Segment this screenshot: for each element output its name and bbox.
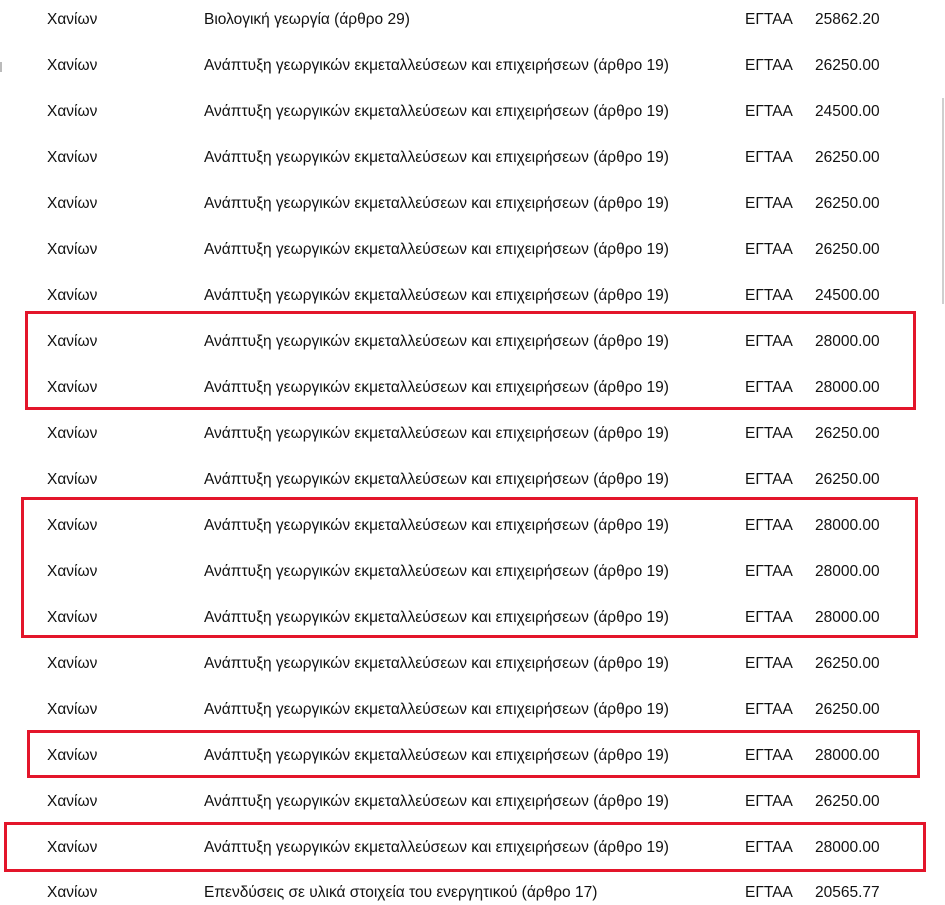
fund-cell: ΕΓΤΑΑ [745, 195, 793, 212]
region-cell: Χανίων [47, 471, 98, 488]
fund-cell: ΕΓΤΑΑ [745, 241, 793, 258]
measure-cell: Ανάπτυξη γεωργικών εκμεταλλεύσεων και επιχειρήσεων (άρθρο 19) [204, 655, 669, 672]
fund-cell: ΕΓΤΑΑ [745, 471, 793, 488]
region-cell: Χανίων [47, 57, 98, 74]
measure-cell: Ανάπτυξη γεωργικών εκμεταλλεύσεων και επιχειρήσεων (άρθρο 19) [204, 425, 669, 442]
region-cell: Χανίων [47, 425, 98, 442]
table-row [0, 652, 945, 676]
region-cell: Χανίων [47, 884, 98, 901]
measure-cell: Ανάπτυξη γεωργικών εκμεταλλεύσεων και επιχειρήσεων (άρθρο 19) [204, 379, 669, 396]
measure-cell: Ανάπτυξη γεωργικών εκμεταλλεύσεων και επιχειρήσεων (άρθρο 19) [204, 701, 669, 718]
region-cell: Χανίων [47, 563, 98, 580]
amount-cell: 26250.00 [815, 793, 880, 810]
fund-cell: ΕΓΤΑΑ [745, 379, 793, 396]
amount-cell: 28000.00 [815, 517, 880, 534]
amount-cell: 26250.00 [815, 471, 880, 488]
amount-cell: 26250.00 [815, 57, 880, 74]
amount-cell: 28000.00 [815, 839, 880, 856]
amount-cell: 28000.00 [815, 609, 880, 626]
amount-cell: 26250.00 [815, 655, 880, 672]
table-row [0, 100, 945, 124]
table-row [0, 8, 945, 32]
measure-cell: Ανάπτυξη γεωργικών εκμεταλλεύσεων και επιχειρήσεων (άρθρο 19) [204, 241, 669, 258]
table-row [0, 881, 945, 905]
fund-cell: ΕΓΤΑΑ [745, 747, 793, 764]
region-cell: Χανίων [47, 609, 98, 626]
measure-cell: Ανάπτυξη γεωργικών εκμεταλλεύσεων και επιχειρήσεων (άρθρο 19) [204, 747, 669, 764]
fund-cell: ΕΓΤΑΑ [745, 103, 793, 120]
measure-cell: Ανάπτυξη γεωργικών εκμεταλλεύσεων και επιχειρήσεων (άρθρο 19) [204, 563, 669, 580]
amount-cell: 28000.00 [815, 747, 880, 764]
fund-cell: ΕΓΤΑΑ [745, 11, 793, 28]
table-row [0, 790, 945, 814]
measure-cell: Ανάπτυξη γεωργικών εκμεταλλεύσεων και επιχειρήσεων (άρθρο 19) [204, 793, 669, 810]
table-row [0, 606, 945, 630]
measure-cell: Ανάπτυξη γεωργικών εκμεταλλεύσεων και επιχειρήσεων (άρθρο 19) [204, 333, 669, 350]
region-cell: Χανίων [47, 149, 98, 166]
fund-cell: ΕΓΤΑΑ [745, 287, 793, 304]
amount-cell: 24500.00 [815, 103, 880, 120]
fund-cell: ΕΓΤΑΑ [745, 425, 793, 442]
region-cell: Χανίων [47, 379, 98, 396]
fund-cell: ΕΓΤΑΑ [745, 333, 793, 350]
table-row [0, 330, 945, 354]
region-cell: Χανίων [47, 333, 98, 350]
fund-cell: ΕΓΤΑΑ [745, 149, 793, 166]
fund-cell: ΕΓΤΑΑ [745, 655, 793, 672]
measure-cell: Ανάπτυξη γεωργικών εκμεταλλεύσεων και επιχειρήσεων (άρθρο 19) [204, 287, 669, 304]
fund-cell: ΕΓΤΑΑ [745, 517, 793, 534]
amount-cell: 24500.00 [815, 287, 880, 304]
region-cell: Χανίων [47, 287, 98, 304]
measure-cell: Ανάπτυξη γεωργικών εκμεταλλεύσεων και επιχειρήσεων (άρθρο 19) [204, 149, 669, 166]
amount-cell: 26250.00 [815, 195, 880, 212]
amount-cell: 20565.77 [815, 884, 880, 901]
amount-cell: 26250.00 [815, 425, 880, 442]
region-cell: Χανίων [47, 241, 98, 258]
amount-cell: 26250.00 [815, 149, 880, 166]
table-row [0, 514, 945, 538]
table-row [0, 560, 945, 584]
table-row [0, 698, 945, 722]
measure-cell: Επενδύσεις σε υλικά στοιχεία του ενεργητικού (άρθρο 17) [204, 884, 598, 901]
table-row [0, 836, 945, 860]
edge-divider [0, 62, 2, 72]
table-row [0, 468, 945, 492]
region-cell: Χανίων [47, 839, 98, 856]
fund-cell: ΕΓΤΑΑ [745, 884, 793, 901]
region-cell: Χανίων [47, 517, 98, 534]
measure-cell: Ανάπτυξη γεωργικών εκμεταλλεύσεων και επιχειρήσεων (άρθρο 19) [204, 471, 669, 488]
table-row [0, 192, 945, 216]
table-row [0, 376, 945, 400]
amount-cell: 26250.00 [815, 241, 880, 258]
table-row [0, 238, 945, 262]
fund-cell: ΕΓΤΑΑ [745, 563, 793, 580]
measure-cell: Ανάπτυξη γεωργικών εκμεταλλεύσεων και επιχειρήσεων (άρθρο 19) [204, 195, 669, 212]
region-cell: Χανίων [47, 655, 98, 672]
measure-cell: Ανάπτυξη γεωργικών εκμεταλλεύσεων και επιχειρήσεων (άρθρο 19) [204, 839, 669, 856]
measure-cell: Ανάπτυξη γεωργικών εκμεταλλεύσεων και επιχειρήσεων (άρθρο 19) [204, 517, 669, 534]
fund-cell: ΕΓΤΑΑ [745, 793, 793, 810]
measure-cell: Ανάπτυξη γεωργικών εκμεταλλεύσεων και επιχειρήσεων (άρθρο 19) [204, 609, 669, 626]
amount-cell: 28000.00 [815, 333, 880, 350]
amount-cell: 28000.00 [815, 379, 880, 396]
table-row [0, 146, 945, 170]
region-cell: Χανίων [47, 793, 98, 810]
fund-cell: ΕΓΤΑΑ [745, 839, 793, 856]
amount-cell: 26250.00 [815, 701, 880, 718]
region-cell: Χανίων [47, 195, 98, 212]
fund-cell: ΕΓΤΑΑ [745, 609, 793, 626]
measure-cell: Ανάπτυξη γεωργικών εκμεταλλεύσεων και επιχειρήσεων (άρθρο 19) [204, 103, 669, 120]
table-row [0, 54, 945, 78]
measure-cell: Ανάπτυξη γεωργικών εκμεταλλεύσεων και επιχειρήσεων (άρθρο 19) [204, 57, 669, 74]
region-cell: Χανίων [47, 747, 98, 764]
edge-divider [942, 98, 944, 304]
table-row [0, 284, 945, 308]
fund-cell: ΕΓΤΑΑ [745, 57, 793, 74]
amount-cell: 25862.20 [815, 11, 880, 28]
region-cell: Χανίων [47, 701, 98, 718]
measure-cell: Βιολογική γεωργία (άρθρο 29) [204, 11, 410, 28]
table-row [0, 422, 945, 446]
fund-cell: ΕΓΤΑΑ [745, 701, 793, 718]
amount-cell: 28000.00 [815, 563, 880, 580]
region-cell: Χανίων [47, 103, 98, 120]
region-cell: Χανίων [47, 11, 98, 28]
table-row [0, 744, 945, 768]
